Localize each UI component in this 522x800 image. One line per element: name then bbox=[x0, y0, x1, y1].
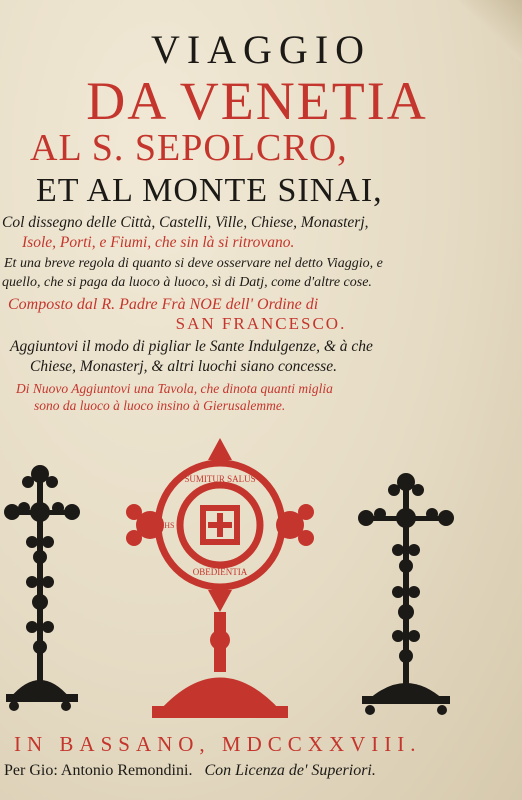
emblem-motto-bottom: OBEDIENTIA bbox=[192, 567, 248, 577]
imprint-license: Con Licenza de' Superiori. bbox=[204, 762, 376, 779]
author-line: Composto dal R. Padre Frà NOE dell' Ordine di bbox=[8, 296, 319, 313]
title-line-1: VIAGGIO bbox=[150, 27, 372, 72]
title-line-3: AL S. SEPOLCRO, bbox=[30, 127, 348, 169]
left-ornament bbox=[2, 462, 86, 712]
title-line-2: DA VENETIA bbox=[86, 71, 428, 131]
title-line-4: ET AL MONTE SINAI, bbox=[36, 172, 383, 209]
subtitle-line-9: Di Nuovo Aggiuntovi una Tavola, che dinota quanti miglia bbox=[16, 381, 333, 396]
franciscan-emblem bbox=[120, 430, 320, 725]
order-line: SAN FRANCESCO. bbox=[175, 314, 347, 333]
imprint-printer-line bbox=[4, 762, 522, 780]
emblem-center-text: IHS bbox=[161, 521, 175, 530]
subtitle-line-4: quello, che si paga da luoco à luoco, sì di Datj, come d'altre cose. bbox=[2, 275, 372, 290]
subtitle-line-7: Aggiuntovi il modo di pigliar le Sante Indulgenze, & à che bbox=[10, 338, 373, 355]
emblem-motto-top: SUMITUR SALUS bbox=[184, 474, 256, 484]
subtitle-line-8: Chiese, Monasterj, & altri luochi siano concesse. bbox=[30, 358, 337, 375]
subtitle-line-2: Isole, Porti, e Fiumi, che sin là si ritrovano. bbox=[22, 234, 295, 251]
imprint-printer: Per Gio: Antonio Remondini. bbox=[4, 762, 193, 779]
right-ornament bbox=[354, 470, 454, 720]
imprint-place-date: IN BASSANO, MDCCXXVIII. bbox=[14, 732, 422, 756]
subtitle-line-3: Et una breve regola di quanto si deve osservare nel detto Viaggio, e bbox=[4, 256, 383, 271]
subtitle-line-10: sono da luoco à luoco insino à Gierusalemme. bbox=[34, 398, 286, 413]
subtitle-line-1: Col dissegno delle Città, Castelli, Ville, Chiese, Monasterj, bbox=[2, 214, 369, 231]
